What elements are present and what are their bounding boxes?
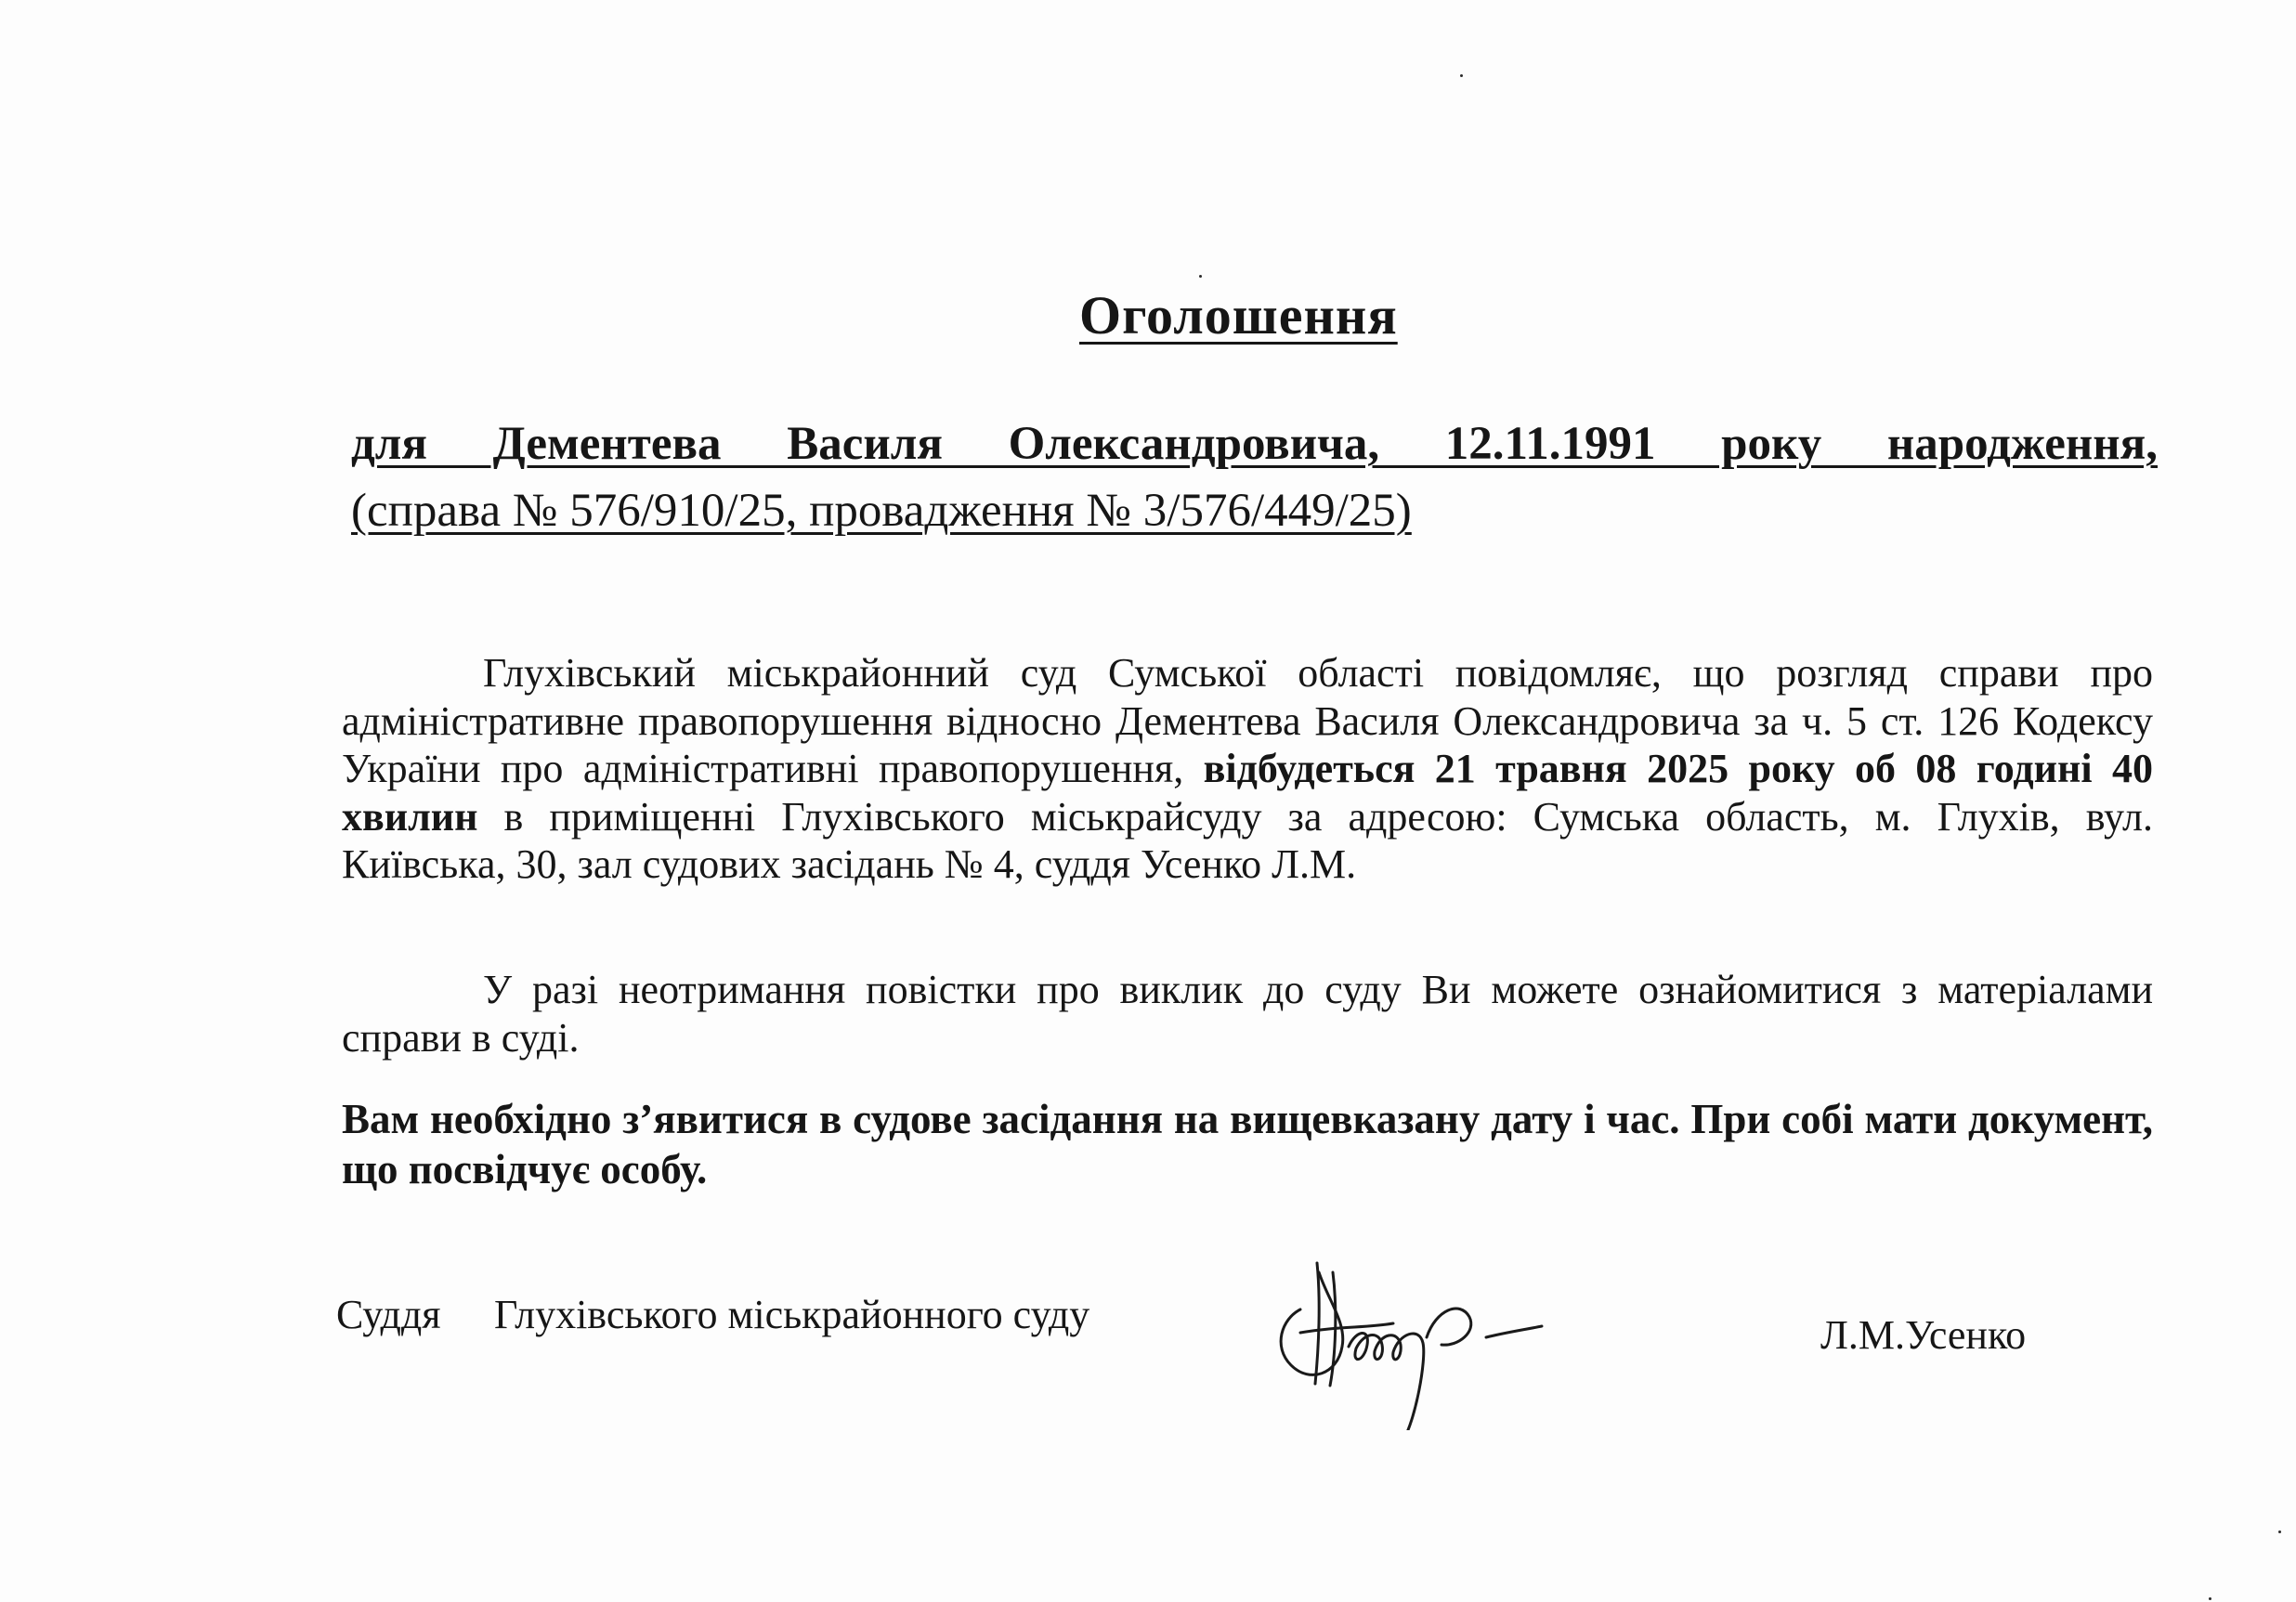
document-subtitle (351, 410, 2158, 544)
subtitle-case-number: (справа № 576/910/25, провадження № 3/576/449/25) (351, 485, 1412, 537)
scan-speck (1199, 275, 1202, 278)
scan-speck (2278, 1530, 2281, 1533)
scan-speck (2209, 1597, 2211, 1600)
notice-text-start: Глухівський міськрайонний суд Сумської області повідомляє, що розгляд справи про адміністративне правопорушення відносно Дементева Василя Олександровича за ч. 5 ст. 126 Кодексу України про адміністративні правопорушення, (342, 650, 2153, 791)
paragraph-appearance-requirement: Вам необхідно з’явитися в судове засідання на вищевказану дату і час. При собі мати документ, що посвідчує особу. (342, 1096, 2153, 1192)
handwritten-signature (1263, 1244, 1616, 1430)
notice-hearing-date: відбудеться 21 травня 2025 року об 08 годині 40 хвилин (342, 746, 2153, 840)
signature-court: Глухівського міськрайонного суду (494, 1292, 1090, 1337)
scan-speck (1460, 74, 1463, 77)
subtitle-recipient: для Дементева Василя Олександровича, 12.11.1991 року народження, (351, 418, 2158, 470)
notice-text-end: в приміщенні Глухівського міськрайсуду за адресою: Сумська область, м. Глухів, вул. Київська, 30, зал судових засідань № 4, суддя Усенко Л.М. (342, 793, 2153, 887)
document-title: Оголошення (1079, 285, 1398, 345)
paragraph-materials: У разі неотримання повістки про виклик до суду Ви можете ознайомитися з матеріалами справи в суді. (342, 967, 2153, 1061)
paragraph-notice (342, 649, 2153, 889)
signature-name: Л.М.Усенко (1820, 1312, 2027, 1358)
signature-role: Суддя (336, 1292, 441, 1337)
